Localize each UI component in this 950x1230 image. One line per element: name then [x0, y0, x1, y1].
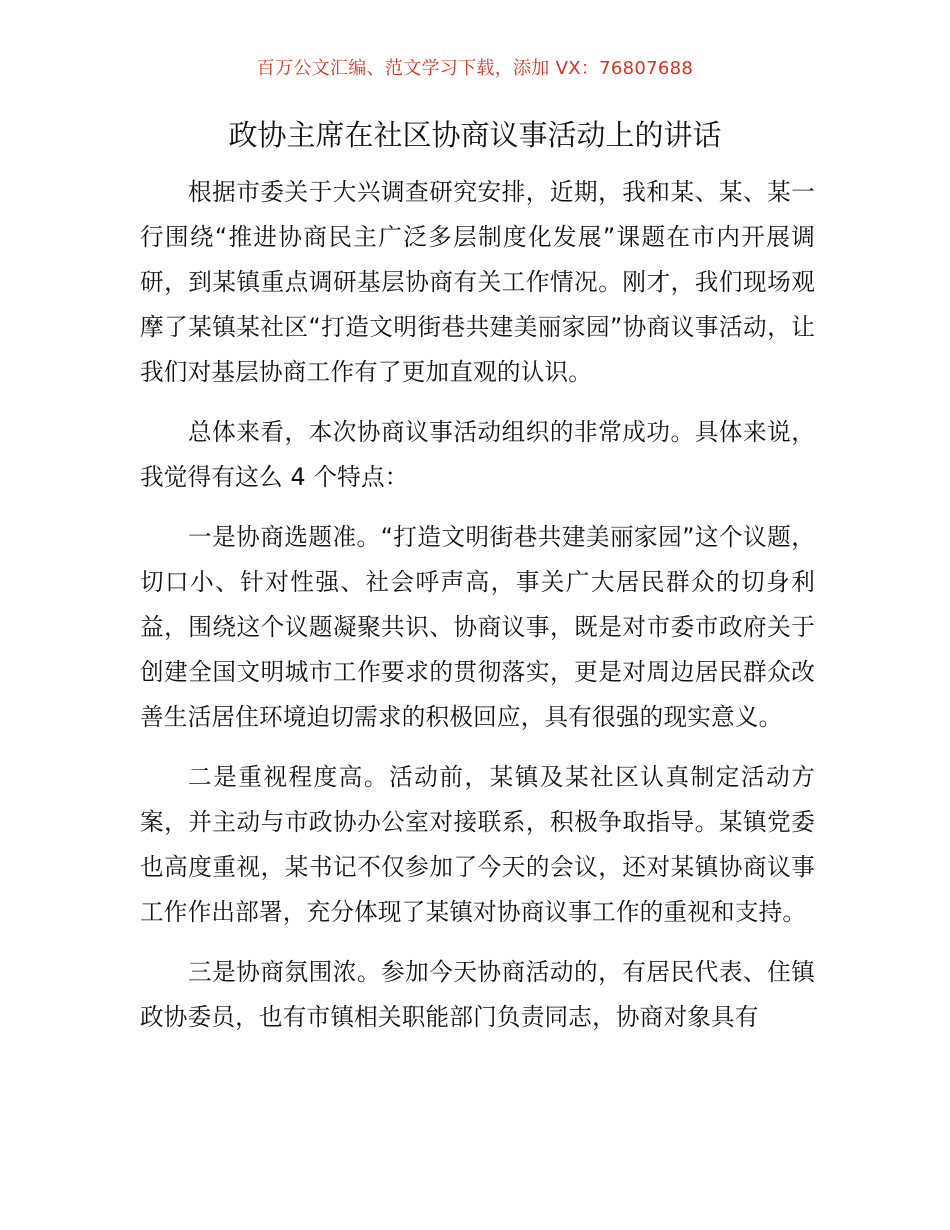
paragraph-intro: 根据市委关于大兴调查研究安排，近期，我和某、某、某一行围绕“推进协商民主广泛多层制度化发展”课题在市内开展调研，到某镇重点调研基层协商有关工作情况。刚才，我们现场观摩了某镇某社区“打造文明街巷共建美丽家园”协商议事活动，让我们对基层协商工作有了更加直观的认识。	[140, 178, 815, 386]
paragraph-point-one: 一是协商选题准。“打造文明街巷共建美丽家园”这个议题，切口小、针对性强、社会呼声高，事关广大居民群众的切身利益，围绕这个议题凝聚共识、协商议事，既是对市委市政府关于创建全国文明城市工作要求的贯彻落实，更是对周边居民群众改善生活居住环境迫切需求的积极回应，具有很强的现实意义。	[140, 523, 815, 731]
paragraph-point-three: 三是协商氛围浓。参加今天协商活动的，有居民代表、住镇政协委员，也有市镇相关职能部门负责同志，协商对象具有	[140, 958, 815, 1031]
document-title: 政协主席在社区协商议事活动上的讲话	[228, 118, 722, 152]
header-banner: 百万公文汇编、范文学习下载，添加 VX：76807688	[256, 58, 694, 79]
document-body	[140, 170, 815, 1055]
paragraph-overview: 总体来看，本次协商议事活动组织的非常成功。具体来说，我觉得有这么 4 个特点：	[140, 418, 815, 491]
paragraph-point-two: 二是重视程度高。活动前，某镇及某社区认真制定活动方案，并主动与市政协办公室对接联系，积极争取指导。某镇党委也高度重视，某书记不仅参加了今天的会议，还对某镇协商议事工作作出部署，充分体现了某镇对协商议事工作的重视和支持。	[140, 763, 815, 926]
